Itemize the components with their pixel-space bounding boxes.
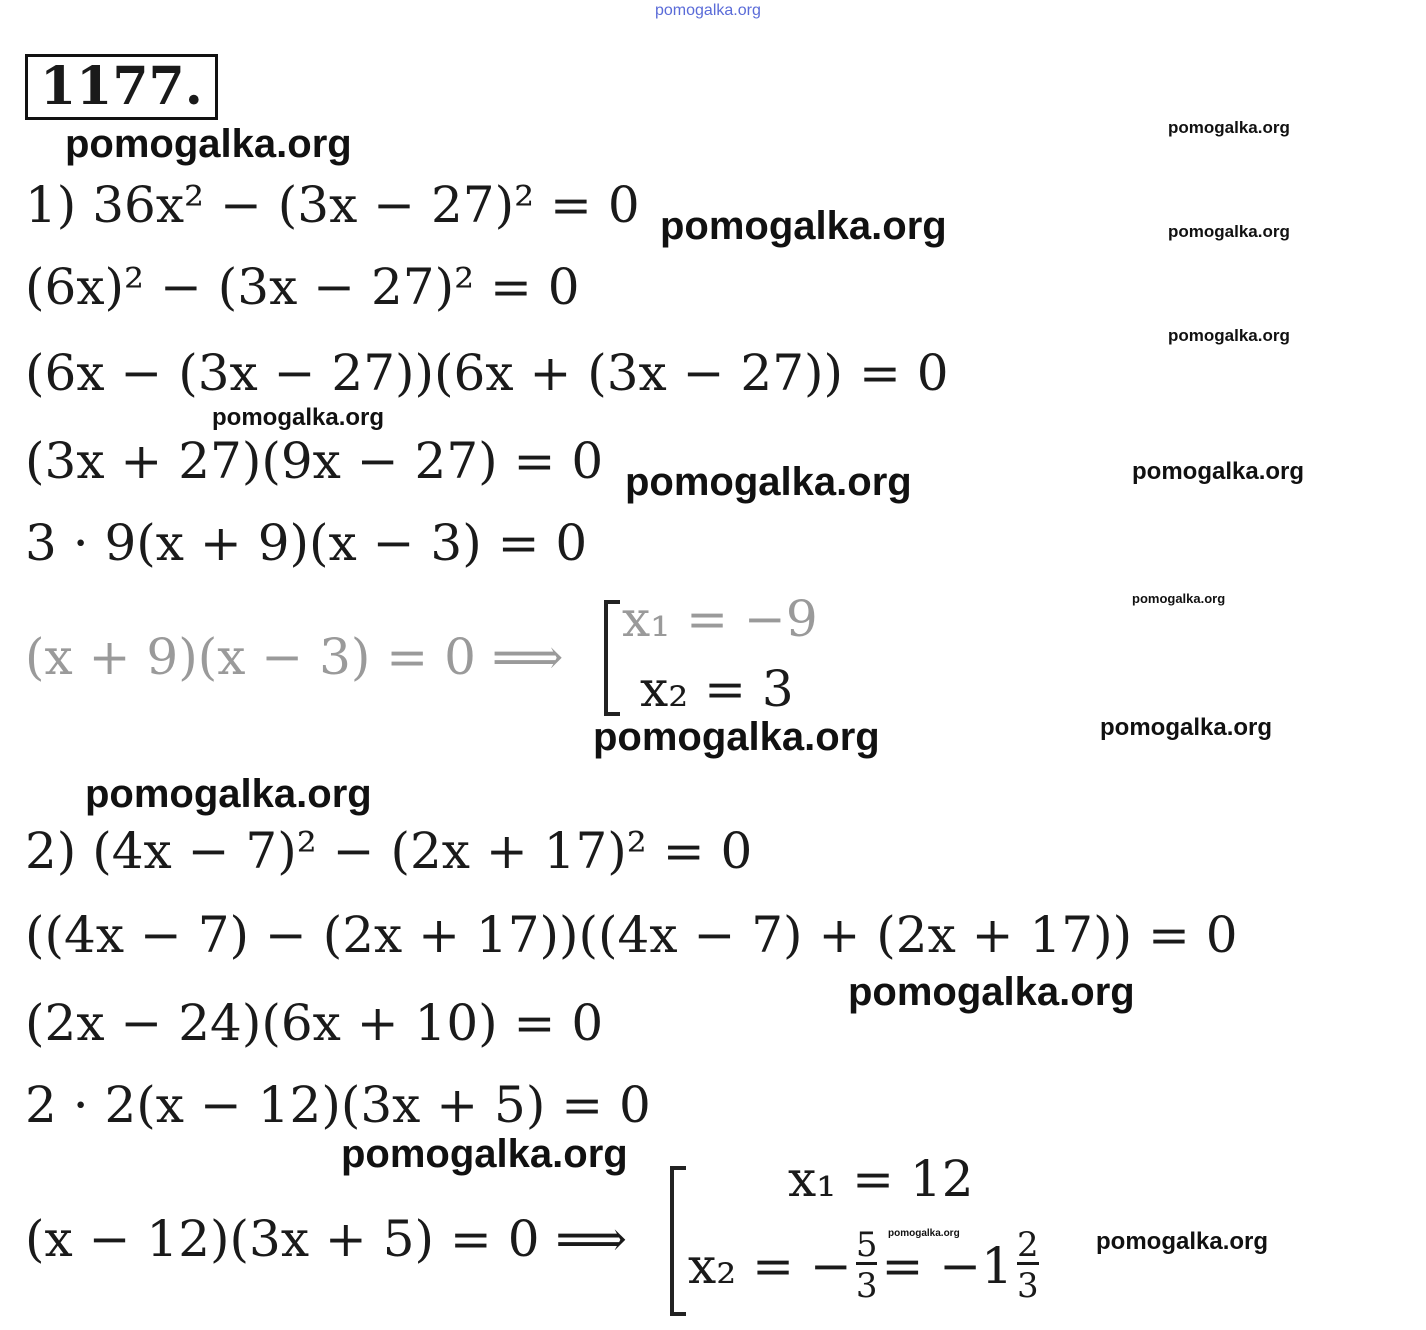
fraction-denominator: 3 [856, 1262, 878, 1303]
watermark: pomogalka.org [1168, 118, 1290, 137]
part1-line5: 3 · 9(x + 9)(x − 3) = 0 [25, 514, 588, 572]
watermark: pomogalka.org [65, 122, 352, 166]
watermark: pomogalka.org [85, 772, 372, 816]
part2-line5: (x − 12)(3x + 5) = 0 ⟹ [25, 1210, 628, 1268]
system-bracket [604, 600, 620, 716]
part2-root2 [688, 1225, 1043, 1306]
part2-line4: 2 · 2(x − 12)(3x + 5) = 0 [25, 1076, 651, 1134]
root2-mixed: = −1 [881, 1236, 1013, 1295]
watermark: pomogalka.org [1168, 222, 1290, 241]
watermark: pomogalka.org [593, 715, 880, 759]
watermark: pomogalka.org [848, 970, 1135, 1014]
part1-line2: (6x)² − (3x − 27)² = 0 [25, 258, 580, 316]
part2-line1: 2) (4x − 7)² − (2x + 17)² = 0 [25, 822, 753, 880]
fraction-numerator: 2 [1016, 1225, 1039, 1265]
watermark-top: pomogalka.org [655, 2, 761, 19]
watermark: pomogalka.org [341, 1132, 628, 1176]
watermark: pomogalka.org [1132, 458, 1305, 485]
part2-line2: ((4x − 7) − (2x + 17))((4x − 7) + (2x + 17)) = 0 [25, 906, 1238, 964]
part1-line4: (3x + 27)(9x − 27) = 0 [25, 432, 604, 490]
root2-lhs: x₂ = − [688, 1236, 852, 1295]
part2-root1: x₁ = 12 [788, 1150, 974, 1208]
watermark: pomogalka.org [1100, 714, 1273, 741]
fraction-numerator: 5 [855, 1225, 878, 1265]
fraction-denominator: 3 [1017, 1262, 1039, 1303]
part1-root2: x₂ = 3 [640, 660, 794, 718]
fraction [1016, 1225, 1039, 1306]
problem-number: 1177. [25, 54, 218, 120]
watermark: pomogalka.org [660, 204, 947, 248]
part1-line6: (x + 9)(x − 3) = 0 ⟹ [25, 628, 564, 686]
part1-line3: (6x − (3x − 27))(6x + (3x − 27)) = 0 [25, 344, 949, 402]
watermark: pomogalka.org [212, 404, 385, 431]
watermark: pomogalka.org [1168, 326, 1290, 345]
watermark: pomogalka.org [888, 1228, 960, 1239]
watermark: pomogalka.org [1096, 1228, 1269, 1255]
system-bracket [670, 1166, 686, 1316]
part2-line3: (2x − 24)(6x + 10) = 0 [25, 994, 604, 1052]
fraction [855, 1225, 878, 1306]
part1-line1: 1) 36x² − (3x − 27)² = 0 [25, 176, 640, 234]
part1-root1: x₁ = −9 [622, 590, 818, 648]
watermark: pomogalka.org [625, 460, 912, 504]
watermark: pomogalka.org [1132, 591, 1226, 606]
